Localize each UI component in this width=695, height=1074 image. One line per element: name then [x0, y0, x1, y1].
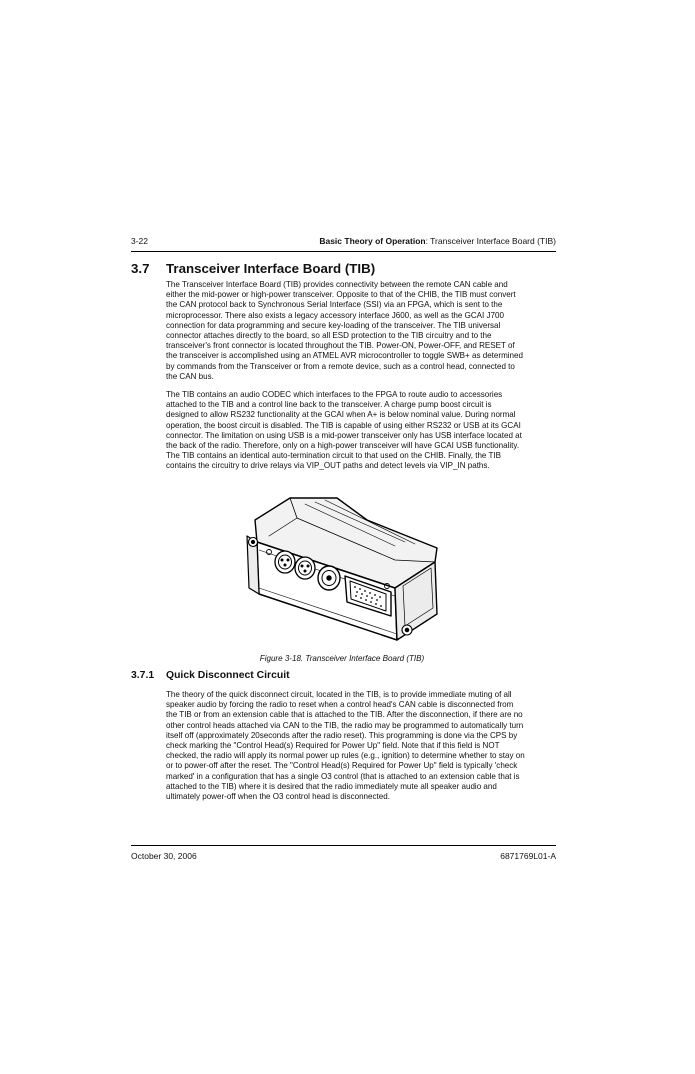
text-line: itself off (approximately 20seconds after the radio reset). This programming is done via the CPS by [166, 730, 518, 740]
text-line: contains the circuitry to drive relays via VIP_OUT paths and detect levels via VIP_IN paths. [166, 461, 490, 471]
footer-document-number: 6871769L01-A [500, 851, 556, 861]
text-line: The TIB contains an audio CODEC which interfaces to the FPGA to route audio to accessories [166, 390, 503, 399]
text-line: the TIB or from an extension cable that is attached to the TIB. After the disconnection, if there are no [166, 710, 523, 720]
text-line: designed to allow RS232 functionality at the GCAI when A+ is below nominal value. During normal [166, 410, 516, 420]
section-paragraph-1 [166, 280, 558, 382]
subsection-number: 3.7.1 [131, 670, 155, 681]
section-title: Transceiver Interface Board (TIB) [166, 261, 376, 276]
text-line: operation, the boost circuit is disabled. The TIB is capable of using either RS232 or USB at its GCAI [166, 420, 521, 430]
page-footer [131, 851, 556, 865]
text-line: marked' in a configuration that has a single O3 control (that is attached to an extension cable that is [166, 771, 520, 781]
text-line: other control heads attached via CAN to the TIB, the radio may be programmed to automatically turn [166, 720, 524, 730]
footer-date: October 30, 2006 [131, 851, 197, 861]
running-title-rest: : Transceiver Interface Board (TIB) [425, 236, 556, 246]
figure-caption: Figure 3-18. Transceiver Interface Board (TIB) [259, 654, 425, 663]
subsection-paragraph [166, 690, 558, 802]
section-paragraph-2 [166, 390, 558, 472]
text-line: the transceiver is accomplished using an ATMEL AVR microcontroller to toggle SWB+ as determined [166, 351, 523, 361]
text-line: connector attaches directly to the board, so all ESD protection to the TIB circuitry and to the [166, 331, 492, 341]
text-line: by commands from the Transceiver or from a remote device, such as a control head, connected to [166, 361, 515, 371]
subsection-title: Quick Disconnect Circuit [166, 670, 290, 681]
text-line: The Transceiver Interface Board (TIB) provides connectivity between the remote CAN cable and [166, 280, 508, 289]
subsection-heading [131, 670, 290, 681]
text-line: transceiver's front connector is located throughout the TIB. Power-ON, Power-OFF, and RESET of [166, 341, 515, 351]
page-number: 3-22 [131, 236, 149, 246]
text-line: The TIB contains an identical auto-termination circuit to that used on the CHIB. Finally, the TIB [166, 451, 502, 461]
text-line: The theory of the quick disconnect circuit, located in the TIB, is to provide immediate muting of all [166, 690, 512, 699]
text-line: the back of the radio. Therefore, only on a high-power transceiver will have GCAI USB functionality. [166, 441, 520, 451]
running-title [319, 236, 556, 246]
running-title-bold: Basic Theory of Operation [319, 236, 426, 246]
text-line: or to power-off after the reset. The "Control Head(s) Required for Power Up" field is typically 'check [166, 761, 518, 771]
text-line: speaker audio by forcing the radio to reset when a control head's CAN cable is disconnected from [166, 700, 514, 710]
text-line: microprocessor. There also exists a legacy accessory interface J600, as well as the GCAI J700 [166, 310, 504, 320]
header-rule [131, 251, 556, 252]
tib-figure-illustration [245, 490, 441, 650]
section-heading [131, 261, 375, 276]
text-line: connector. The limitation on using USB is a mid-power transceiver only has USB interface located at [166, 430, 522, 440]
text-line: the CAN bus. [166, 371, 214, 381]
text-line: attached to the TIB and a control line back to the transceiver. A charge pump boost circuit is [166, 400, 492, 410]
text-line: check marking the "Control Head(s) Required for Power Up" field. Note that if this field is NOT [166, 741, 500, 751]
text-line: either the mid-power or high-power transceiver. Opposite to that of the CHIB, the TIB must convert [166, 290, 516, 300]
text-line: attached to the TIB) where it is desired that the radio immediately mute all speaker audio and [166, 781, 497, 791]
page-header [131, 236, 556, 250]
section-number: 3.7 [131, 261, 150, 276]
text-line: connection for data programming and secure key-loading of the transceiver. The TIB universal [166, 320, 501, 330]
text-line: checked, the radio will apply its normal power up rules (e.g., ignition) to determine whether to stay on [166, 751, 525, 761]
text-line: ultimately power-off when the O3 control head is disconnected. [166, 792, 390, 802]
text-line: the CAN protocol back to Synchronous Serial Interface (SSI) via an FPGA, which is sent to the [166, 300, 503, 310]
footer-rule [131, 845, 556, 846]
